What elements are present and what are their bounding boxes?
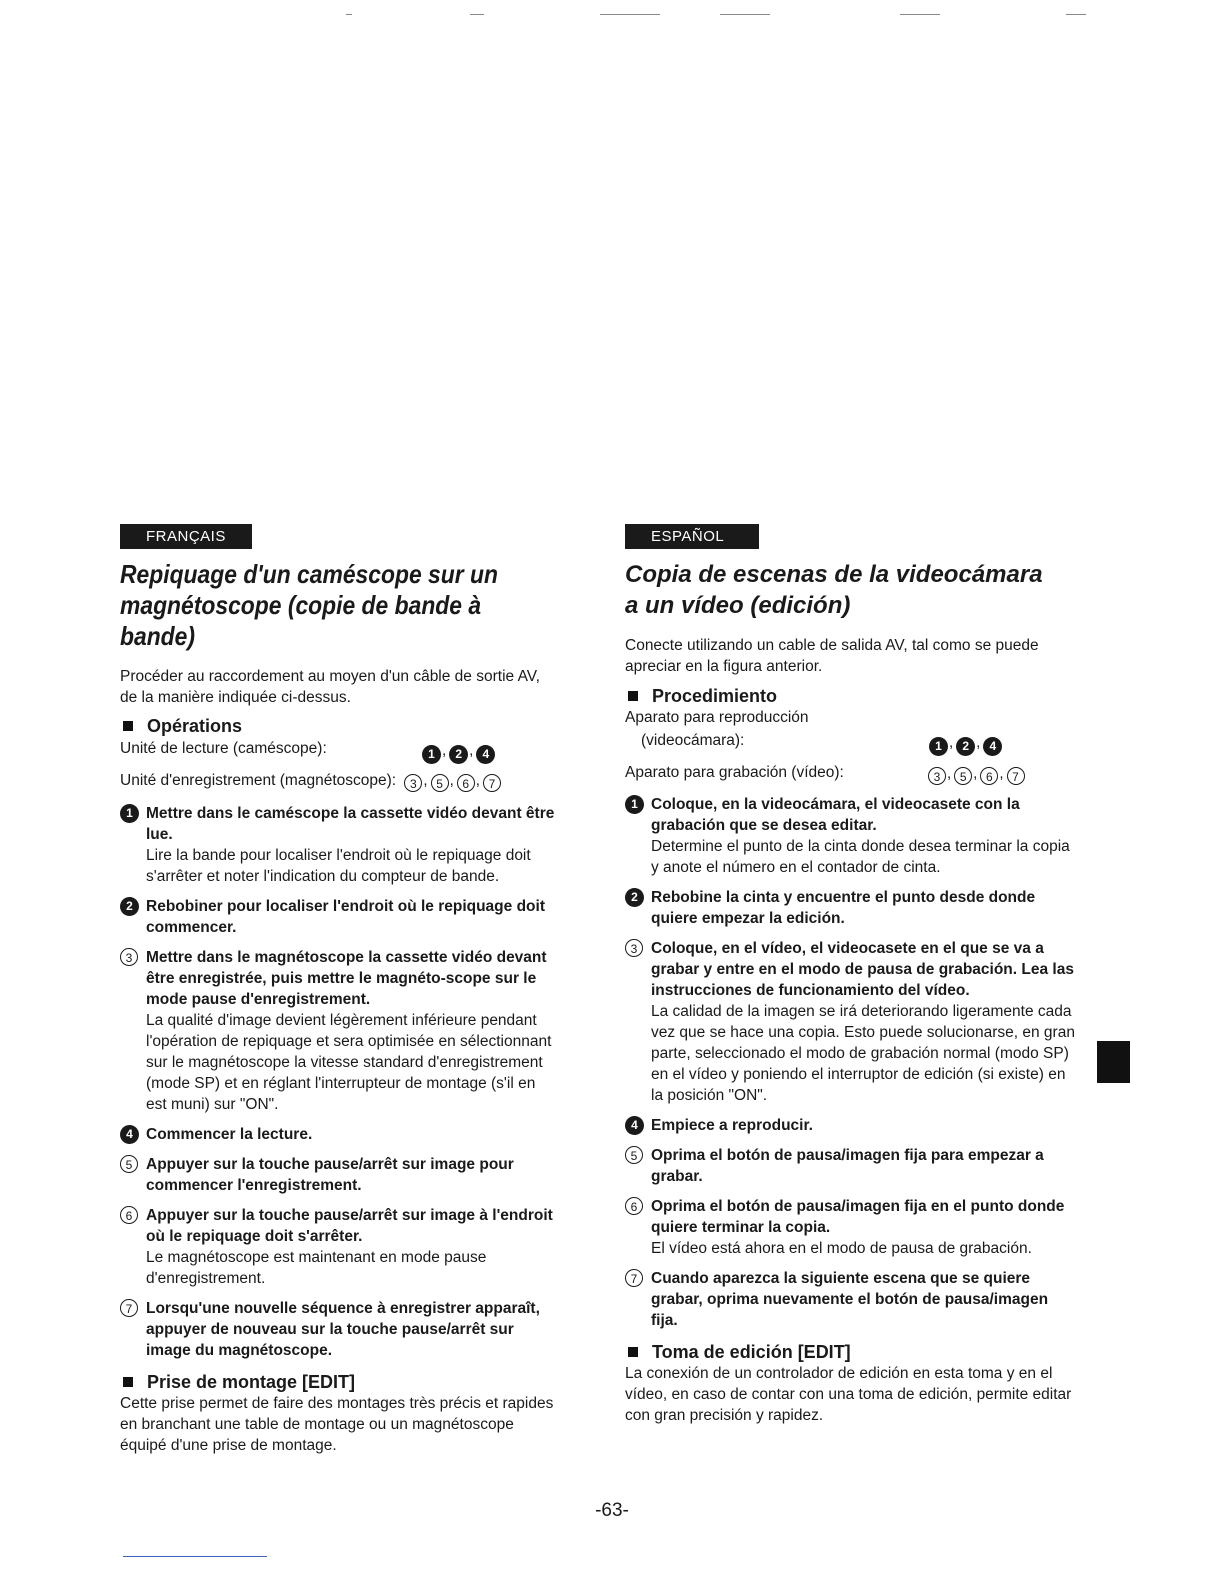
step-5-icon: 5 [954,767,972,785]
scan-artifact [346,14,352,15]
step-detail: Le magnétoscope est maintenant en mode pause d'enregistrement. [146,1249,487,1287]
playback-step-numbers: 1 , 2 , 4 [422,740,495,764]
step-number-icon: 6 [625,1197,643,1215]
step-item [120,1124,560,1145]
step-number-icon: 2 [625,888,644,907]
square-bullet-icon [628,1347,638,1357]
step-6-icon: 6 [457,774,475,792]
step-heading: Oprima el botón de pausa/imagen fija para empezar a grabar. [651,1147,1044,1185]
scan-artifact [470,14,484,15]
step-6-icon: 6 [980,767,998,785]
record-unit-label: Unité d'enregistrement (magnétoscope): [120,772,397,789]
step-number-icon: 5 [625,1146,643,1164]
heading-label: Prise de montage [EDIT] [147,1372,356,1392]
playback-unit-label: Unité de lecture (caméscope): [120,740,327,757]
record-step-numbers: 3 , 5 , 6 , 7 [928,763,1025,785]
step-item [625,1115,1075,1136]
edit-heading [625,1341,1075,1363]
page-title-french [120,559,542,652]
step-heading: Commencer la lecture. [146,1126,313,1143]
step-number-icon: 4 [120,1125,139,1144]
step-item [625,1268,1075,1331]
step-heading: Coloque, en el vídeo, el videocasete en el que se va a grabar y entre en el modo de pausa de grabación. Lea las instrucciones de funcionamiento del vídeo. [651,940,1074,999]
step-5-icon: 5 [431,774,449,792]
square-bullet-icon [123,721,133,731]
step-heading: Mettre dans le magnétoscope la cassette vidéo devant être enregistrée, puis mettre le magnéto-scope sur le mode pause d'enregistrement. [146,949,547,1008]
step-7-icon: 7 [1007,767,1025,785]
playback-unit-row [625,707,1075,751]
page-number: -63- [595,1500,629,1521]
procedure-heading [625,685,1075,707]
footer-rule [123,1556,267,1557]
step-detail: Determine el punto de la cinta donde desea terminar la copia y anote el número en el contador de cinta. [651,838,1070,876]
step-number-icon: 3 [625,939,643,957]
spanish-column [625,524,1075,1426]
step-7-icon: 7 [483,774,501,792]
playback-unit-label: (videocámara): [641,732,745,749]
square-bullet-icon [123,1377,133,1387]
step-item [625,1145,1075,1187]
step-item [625,1196,1075,1259]
heading-label: Procedimiento [652,686,778,706]
step-detail: Lire la bande pour localiser l'endroit où le repiquage doit s'arrêter et noter l'indication du compteur de bande. [146,847,531,885]
step-number-icon: 7 [625,1269,643,1287]
step-heading: Cuando aparezca la siguiente escena que se quiere grabar, oprima nuevamente el botón de pausa/imagen fija. [651,1270,1049,1329]
page-title-spanish [625,559,1075,621]
step-item [120,1298,560,1361]
step-number-icon: 7 [120,1299,138,1317]
scan-artifact [1066,14,1086,15]
step-heading: Mettre dans le caméscope la cassette vidéo devant être lue. [146,805,555,843]
step-detail: El vídeo está ahora en el modo de pausa de grabación. [651,1240,1032,1257]
step-number-icon: 3 [120,948,138,966]
playback-unit-label: Aparato para reproducción [625,709,809,726]
scan-artifact [600,14,660,15]
step-detail: La qualité d'image devient légèrement inférieure pendant l'opération de repiquage et sera optimisée en sélectionnant sur le magnétoscope la vitesse standard d'enregistrement (mode SP) et en réglant l'interrupteur de montage (s'il en est muni) sur "ON". [146,1012,552,1113]
step-item [625,887,1075,929]
record-unit-label: Aparato para grabación (vídeo): [625,764,844,781]
heading-label: Opérations [147,716,243,736]
step-detail: La calidad de la imagen se irá deteriorando ligeramente cada vez que se hace una copia. Esto puede solucionarse, en gran parte, seleccionado el modo de grabación normal (modo SP) en el vídeo y poniendo el interruptor de edición (si existe) en la posición "ON". [651,1003,1075,1104]
step-2-icon: 2 [449,745,468,764]
playback-step-numbers: 1 , 2 , 4 [929,732,1002,756]
record-step-numbers: 3 , 5 , 6 , 7 [404,772,501,789]
scan-artifact [720,14,770,15]
operations-heading [120,715,560,737]
step-number-icon: 4 [625,1116,644,1135]
step-1-icon: 1 [929,737,948,756]
step-heading: Rebobiner pour localiser l'endroit où le repiquage doit commencer. [146,898,545,936]
section-marker-tab [1097,1041,1130,1083]
step-item [120,1205,560,1289]
title-line: Copia de escenas de la videocámara [625,561,1043,588]
step-item [625,794,1075,878]
edit-heading [120,1371,560,1393]
step-number-icon: 5 [120,1155,138,1173]
heading-label: Toma de edición [EDIT] [652,1342,851,1362]
french-column [120,524,560,1456]
edit-text: La conexión de un controlador de edición en esta toma y en el vídeo, en caso de contar con una toma de edición, permite editar con gran precisión y rapidez. [625,1365,1072,1424]
language-tab-french: FRANÇAIS [120,524,252,549]
step-item [625,938,1075,1106]
step-item [120,896,560,938]
step-number-icon: 1 [625,795,644,814]
intro-text: Procéder au raccordement au moyen d'un câble de sortie AV, de la manière indiquée ci-dessus. [120,668,540,706]
step-number-icon: 1 [120,804,139,823]
step-item [120,1154,560,1196]
step-4-icon: 4 [983,737,1002,756]
step-heading: Appuyer sur la touche pause/arrêt sur image pour commencer l'enregistrement. [146,1156,514,1194]
step-3-icon: 3 [404,774,422,792]
playback-unit-row [120,738,560,759]
scan-artifact [900,14,940,15]
title-line: magnétoscope (copie de bande à bande) [120,590,482,651]
step-number-icon: 2 [120,897,139,916]
title-line: Repiquage d'un caméscope sur un [120,559,498,589]
step-heading: Lorsqu'une nouvelle séquence à enregistrer apparaît, appuyer de nouveau sur la touche pause/arrêt sur image du magnétoscope. [146,1300,540,1359]
step-heading: Oprima el botón de pausa/imagen fija en el punto donde quiere terminar la copia. [651,1198,1065,1236]
record-unit-row [625,762,1075,783]
step-1-icon: 1 [422,745,441,764]
step-4-icon: 4 [476,745,495,764]
step-heading: Empiece a reproducir. [651,1117,813,1134]
step-heading: Rebobine la cinta y encuentre el punto desde donde quiere empezar la edición. [651,889,1036,927]
step-2-icon: 2 [956,737,975,756]
step-heading: Coloque, en la videocámara, el videocasete con la grabación que se desea editar. [651,796,1020,834]
step-heading: Appuyer sur la touche pause/arrêt sur image à l'endroit où le repiquage doit s'arrêter. [146,1207,553,1245]
step-item [120,803,560,887]
step-number-icon: 6 [120,1206,138,1224]
language-tab-spanish: ESPAÑOL [625,524,759,549]
edit-text: Cette prise permet de faire des montages très précis et rapides en branchant une table de montage ou un magnétoscope équipé d'une prise de montage. [120,1395,554,1454]
square-bullet-icon [628,691,638,701]
title-line: a un vídeo (edición) [625,592,851,619]
step-3-icon: 3 [928,767,946,785]
intro-text: Conecte utilizando un cable de salida AV, tal como se puede apreciar en la figura anterior. [625,637,1039,675]
record-unit-row [120,770,560,792]
step-item [120,947,560,1115]
